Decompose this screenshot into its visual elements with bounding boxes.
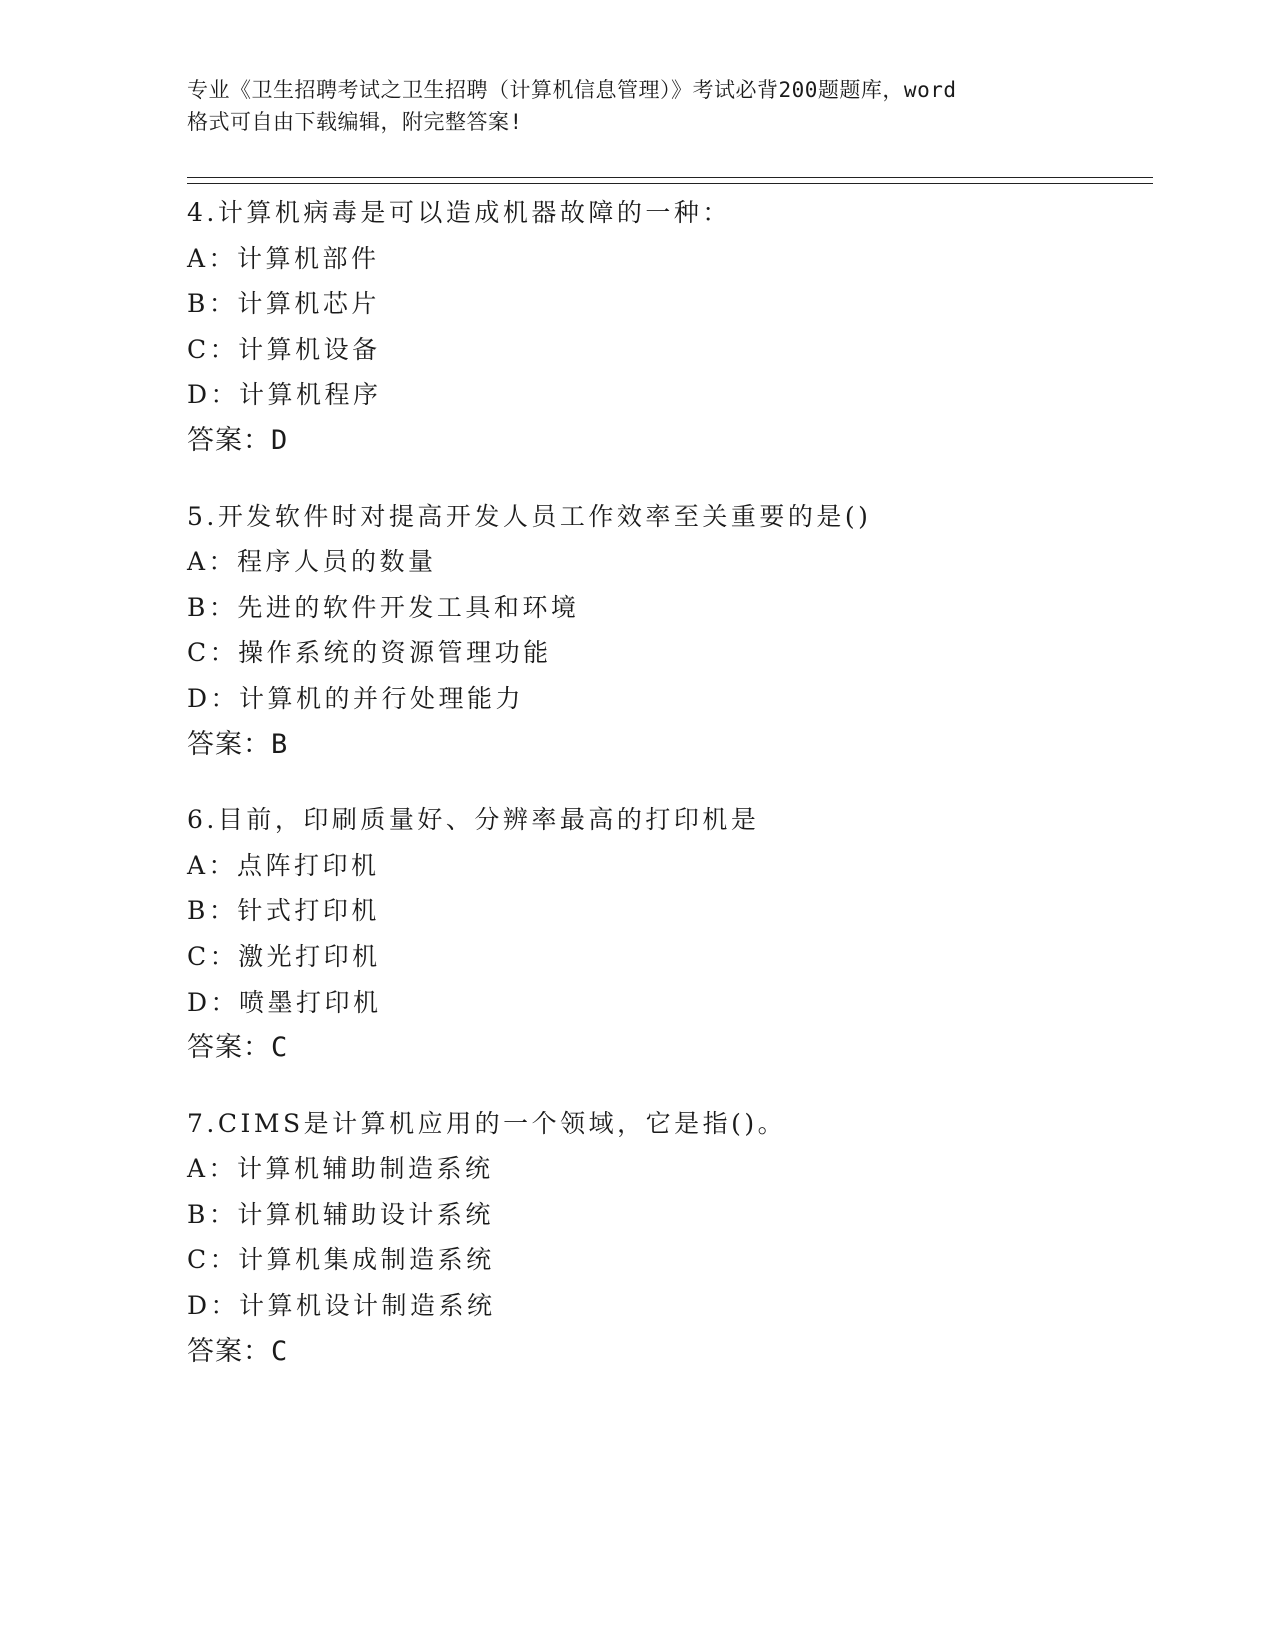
question-4 [187, 190, 1153, 464]
answer-line: 答案：C [187, 1032, 289, 1064]
answer-line: 答案：C [187, 1335, 289, 1367]
question-7 [187, 1101, 1153, 1375]
answer-line: 答案：B [187, 728, 289, 760]
option-a: A：程序人员的数量 [187, 547, 437, 577]
question-list [187, 190, 1153, 1404]
option-b: B：计算机芯片 [187, 289, 380, 319]
question-stem: 6.目前，印刷质量好、分辨率最高的打印机是 [187, 805, 760, 835]
option-c: C：激光打印机 [187, 941, 381, 971]
option-b: B：先进的软件开发工具和环境 [187, 592, 580, 622]
option-c: C：计算机设备 [187, 334, 381, 364]
question-5 [187, 494, 1153, 768]
option-c: C：操作系统的资源管理功能 [187, 638, 552, 668]
answer-line: 答案：D [187, 424, 289, 456]
option-a: A：计算机部件 [187, 243, 380, 273]
header-divider-top [187, 177, 1153, 178]
question-6 [187, 797, 1153, 1071]
option-d: D：计算机程序 [187, 380, 382, 410]
question-stem: 7.CIMS是计算机应用的一个领域，它是指()。 [187, 1108, 787, 1138]
question-stem: 4.计算机病毒是可以造成机器故障的一种： [187, 198, 731, 227]
option-d: D：喷墨打印机 [187, 987, 382, 1017]
option-c: C：计算机集成制造系统 [187, 1245, 495, 1275]
header-line-2: 格式可自由下载编辑，附完整答案! [187, 110, 523, 134]
header-divider-bottom [187, 183, 1153, 184]
option-a: A：计算机辅助制造系统 [187, 1154, 494, 1184]
header-line-1: 专业《卫生招聘考试之卫生招聘（计算机信息管理）》考试必背200题题库，word [187, 78, 957, 102]
option-d: D：计算机设计制造系统 [187, 1291, 496, 1321]
question-stem: 5.开发软件时对提高开发人员工作效率至关重要的是() [187, 501, 872, 531]
option-b: B：计算机辅助设计系统 [187, 1199, 494, 1229]
document-header [187, 74, 1087, 138]
option-b: B：针式打印机 [187, 896, 380, 926]
option-a: A：点阵打印机 [187, 850, 380, 880]
option-d: D：计算机的并行处理能力 [187, 683, 525, 713]
